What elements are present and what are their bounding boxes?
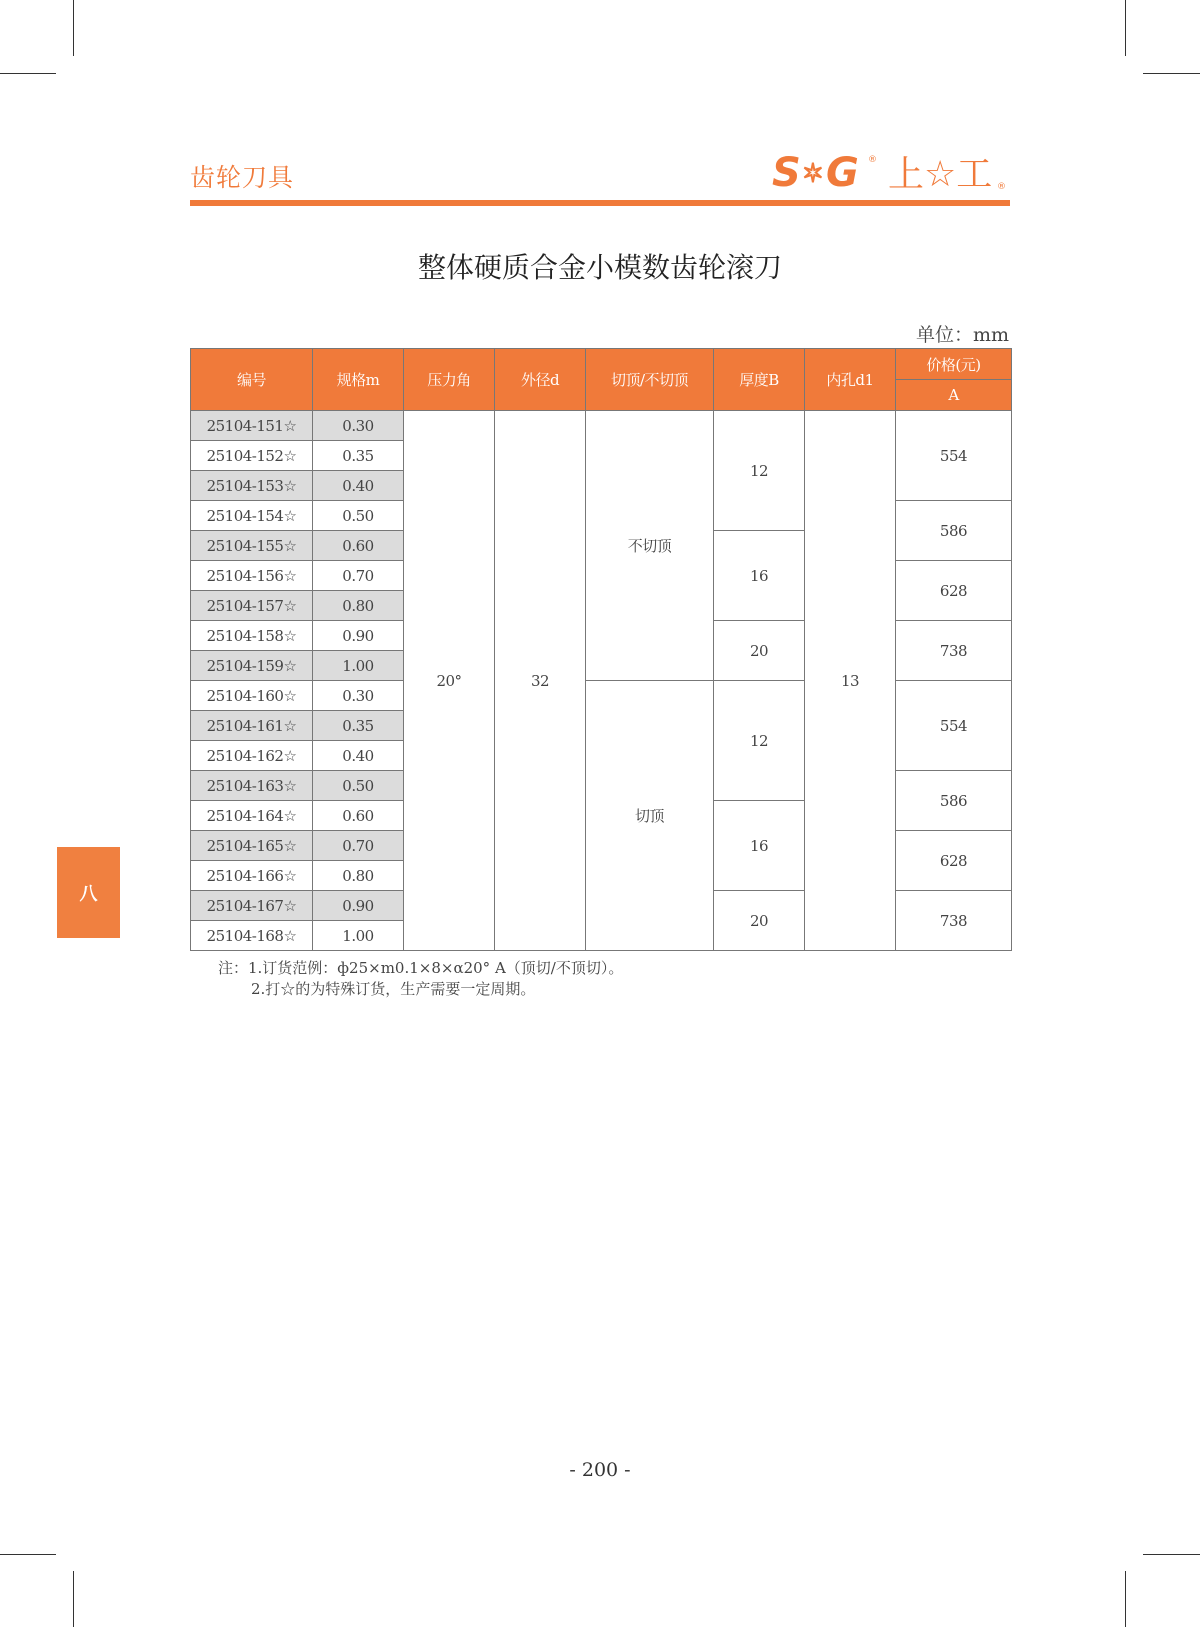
code-cell: 25104-154☆ [191, 501, 313, 531]
company-logo [770, 148, 1010, 198]
notes [218, 958, 623, 1000]
svg-text:®: ® [997, 182, 1006, 192]
price-cell: 628 [896, 561, 1012, 621]
outer-diameter-cell: 32 [495, 411, 586, 951]
document-title: 整体硬质合金小模数齿轮滚刀 [417, 251, 782, 284]
price-cell: 586 [896, 501, 1012, 561]
page-number: - 200 - [569, 1459, 631, 1481]
bore-cell: 13 [805, 411, 896, 951]
thickness-cell: 16 [714, 531, 805, 621]
note-line: 注：1.订货范例：ф25×m0.1×8×α20° A（顶切/不顶切）。 [218, 959, 624, 977]
header-grade: A [896, 380, 1012, 411]
header-price: 价格(元) [896, 349, 1012, 380]
crop-mark [73, 0, 74, 56]
module-cell: 0.80 [313, 861, 404, 891]
price-cell: 628 [896, 831, 1012, 891]
code-cell: 25104-167☆ [191, 891, 313, 921]
header-outer-diameter: 外径d [495, 349, 586, 411]
header-pressure-angle: 压力角 [404, 349, 495, 411]
module-cell: 0.70 [313, 831, 404, 861]
thickness-cell: 16 [714, 801, 805, 891]
crop-mark [1143, 1554, 1200, 1555]
module-cell: 0.35 [313, 711, 404, 741]
module-cell: 0.60 [313, 801, 404, 831]
header-tip-type: 切顶/不切顶 [586, 349, 714, 411]
code-cell: 25104-166☆ [191, 861, 313, 891]
svg-text:G: G [826, 150, 859, 194]
price-cell: 554 [896, 411, 1012, 501]
header-code: 编号 [191, 349, 313, 411]
module-cell: 1.00 [313, 921, 404, 951]
code-cell: 25104-162☆ [191, 741, 313, 771]
header-module: 规格m [313, 349, 404, 411]
code-cell: 25104-157☆ [191, 591, 313, 621]
code-cell: 25104-164☆ [191, 801, 313, 831]
module-cell: 1.00 [313, 651, 404, 681]
code-cell: 25104-155☆ [191, 531, 313, 561]
crop-mark [1125, 1571, 1126, 1627]
thickness-cell: 20 [714, 891, 805, 951]
module-cell: 0.35 [313, 441, 404, 471]
price-cell: 738 [896, 621, 1012, 681]
code-cell: 25104-152☆ [191, 441, 313, 471]
module-cell: 0.60 [313, 531, 404, 561]
code-cell: 25104-165☆ [191, 831, 313, 861]
header-thickness: 厚度B [714, 349, 805, 411]
code-cell: 25104-159☆ [191, 651, 313, 681]
section-title: 齿轮刀具 [190, 163, 295, 192]
svg-text:®: ® [868, 155, 877, 165]
chapter-tab: 八 [57, 847, 120, 938]
module-cell: 0.50 [313, 501, 404, 531]
crop-mark [0, 73, 56, 74]
crop-mark [73, 1571, 74, 1627]
module-cell: 0.40 [313, 741, 404, 771]
code-cell: 25104-168☆ [191, 921, 313, 951]
code-cell: 25104-160☆ [191, 681, 313, 711]
spec-table [190, 348, 1012, 951]
pressure-angle-cell: 20° [404, 411, 495, 951]
code-cell: 25104-163☆ [191, 771, 313, 801]
module-cell: 0.30 [313, 411, 404, 441]
code-cell: 25104-153☆ [191, 471, 313, 501]
header-rule [190, 200, 1010, 206]
module-cell: 0.70 [313, 561, 404, 591]
table-row [191, 411, 1012, 441]
crop-mark [1143, 73, 1200, 74]
module-cell: 0.80 [313, 591, 404, 621]
code-cell: 25104-161☆ [191, 711, 313, 741]
tip-type-cell: 不切顶 [586, 411, 714, 681]
crop-mark [1125, 0, 1126, 56]
module-cell: 0.90 [313, 621, 404, 651]
crop-mark [0, 1554, 56, 1555]
module-cell: 0.90 [313, 891, 404, 921]
code-cell: 25104-156☆ [191, 561, 313, 591]
price-cell: 554 [896, 681, 1012, 771]
svg-text:上☆工: 上☆工 [888, 154, 993, 194]
code-cell: 25104-158☆ [191, 621, 313, 651]
price-cell: 586 [896, 771, 1012, 831]
header-bore: 内孔d1 [805, 349, 896, 411]
thickness-cell: 12 [714, 681, 805, 801]
svg-text:S: S [772, 150, 799, 194]
thickness-cell: 12 [714, 411, 805, 531]
tip-type-cell: 切顶 [586, 681, 714, 951]
module-cell: 0.30 [313, 681, 404, 711]
module-cell: 0.50 [313, 771, 404, 801]
module-cell: 0.40 [313, 471, 404, 501]
code-cell: 25104-151☆ [191, 411, 313, 441]
unit-label: 单位：mm [915, 324, 1009, 346]
price-cell: 738 [896, 891, 1012, 951]
svg-text:✶: ✶ [802, 159, 824, 189]
thickness-cell: 20 [714, 621, 805, 681]
note-line: 2.打☆的为特殊订货，生产需要一定周期。 [251, 980, 536, 998]
